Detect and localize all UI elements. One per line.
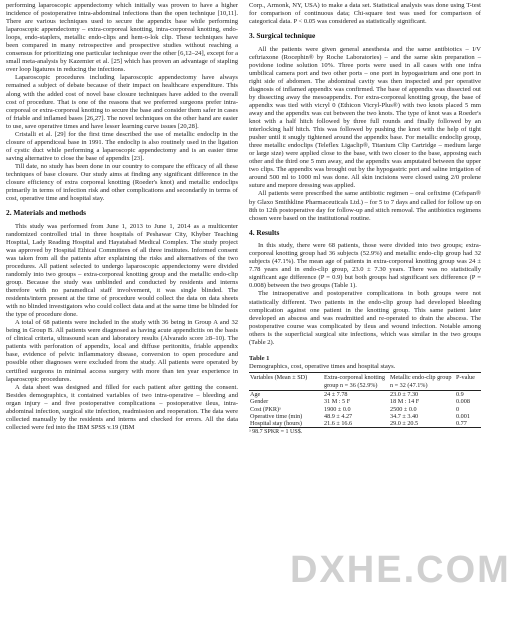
table-cell: 48.9 ± 4.27 [324, 412, 353, 420]
results-heading: 4. Results [249, 227, 280, 237]
table-row [249, 406, 481, 413]
table-cell: 21.6 ± 16.6 [324, 420, 353, 428]
table-cell: 24 ± 7.78 [324, 390, 348, 398]
table-cell: 0 [456, 405, 460, 413]
table-cell: 1900 ± 0.0 [324, 405, 351, 413]
results-paragraph-1: In this study, there were 68 patients, those were divided into two groups; extra-corporeal knotting group had 36 subjects (52.9%) and metallic endo-clip group had 32 subjects (47.1%). The mean age of patients in extra-corporeal knotting group was 24 ± 7.78 years and in endo-clip group, 23.0 ± 7.30 years. There was no statistically significant age difference (P = 0.9) but both groups had significant sex difference (P = 0.008) between the two groups (Table 1). [249, 242, 481, 290]
table-cell: 0.77 [456, 420, 467, 428]
table-cell: 18 M : 14 F [390, 398, 420, 406]
table-header-cell: Variables (Mean ± SD) [250, 374, 308, 382]
table-header-cell: Metallic endo-clip group n = 32 (47.1%) [390, 374, 452, 389]
technique-paragraph-1: All the patients were given general anesthesia and the same antibiotics – I/V ceftriaxone (Rocephin® by Roche Laboratories) – and the same skin preparation – povidone iodine solution 10%. Three ports were used in all cases with one infra umbilical camera port and two other ports – one port in hypogastrium and one port in right side of abdomen. The abdominal cavity was then inspected and per operative diagnosis of inflamed appendix was confirmed. The base of appendix was dissected out by dissecting away the mesoappendix. For extra-corporeal knotting group, the base of appendix was tied with vicryl 0 (Ethicon Vicryl-Plus®) with two knots placed 5 mm away and the appendix was cut between the two knots. The type of knot was a Roeder's knot with a half hitch followed by three full rounds and finally followed by an interlocking half hitch. This was followed by pushing the knot with the help of tight pusher until it snugly tightened around the appendix base. For metallic endoclip group, three metallic endoclips (Teleflex Ligaclip®, Titanium Clip Cartridge – medium large or large size) were applied close to the base, with two closer to the base, apposing each other and the third one 5 mm away, and the appendix was amputated between the upper two clips. The appendix was brought out by the hypogastric port and saline irrigation of around 500 ml to 1000 ml was done. All skin incisions were closed using 2/0 prolene suture and mepore dressing was applied. [249, 45, 481, 190]
methods-paragraph-3: A data sheet was designed and filled for each patient after getting the consent. Besides demographics, it contained variables of two intra-operative – bleeding and organ injury – and five postoperative complications – postoperative ileus, intra-abdominal infection, surgical site infection, readmission and reoperation. The data were collected manually by the residents and interns and checked for errors. All the data collected were fed into the IBM SPSS v.19 (IBM [6, 383, 238, 431]
methods-paragraph-1: This study was performed from June 1, 2013 to June 1, 2014 as a multicenter randomized controlled trial in three hospitals of Peshawar City, Khyber Teaching Hospital, Lady Reading Hospital and Hayatabad Medical Complex. The study project was approved by Hospital Ethical Committees of all three institutes. Informed consent was taken from all the patients after explaining the risks and alternatives of the two procedures. All patient selected to undergo laparoscopic appendectomy were divided randomly into two groups – extra-corporeal knotting group and the metallic endo-clip group. Because the study was unblinded and conducted by residents and interns therefore with no paramedical staff involvement, it was single blinded. The residents/intern present at the time of procedure would collect the data on data sheets with no blinded investigators who could collect data and at the same time be blinded for the type of procedure done. [6, 222, 238, 319]
table-cell: Hospital stay (hours) [250, 420, 302, 428]
table-1 [249, 355, 481, 437]
table-subtitle: Demographics, cost, operative times and hospital stays. [249, 362, 396, 370]
site-watermark: DXHE.COM [290, 549, 511, 591]
table-cell: Cost (PKR)ᵃ [250, 405, 281, 413]
technique-heading: 3. Surgical technique [249, 31, 316, 41]
intro-paragraph-1: performing laparoscopic appendectomy which initially was proven to have a higher incidence of postoperative intra-abdominal infections than the open technique [10,11]. There are various techniques used to secure the appendix base while performing laparoscopic appendectomy – extra-corporeal knotting, intra-corporeal knotting, endo-loops, endo-staplers, metallic endo-clips and hem-o-lok clip. These techniques have been compared in many retrospective and prospective studies without reaching a consensus for prioritizing one particular technique over the other [6,12–24], except for a small meta-analysis by Kazemier et al. [25] which has proven an advantage of stapling over loop ligatures in reducing the infections. [6, 2, 238, 74]
intro-paragraph-4: Till date, no study has been done in our country to compare the efficacy of all these techniques of base closure. Our study aims at finding any significant difference in the closure efficiency of extra corporeal knotting (Roeder's knot) and metallic endoclips primarily in terms of infection risk and other complications and secondarily in terms of cost, operative time and hospital stay. [6, 162, 238, 203]
table-header-cell: P-value [456, 374, 475, 382]
table-caption: Table 1 [249, 354, 270, 362]
table-cell: 23.0 ± 7.30 [390, 390, 419, 398]
table-cell: 2500 ± 0.0 [390, 405, 417, 413]
left-column [6, 2, 238, 432]
stats-paragraph: Corp., Armonk, NY, USA) to make a data set. Statistical analysis was done using T-test for comparison of continuous data; Chi-square test was used for comparison of categorical data. P < 0.05 was considered as statistically significant. [249, 2, 481, 26]
table-cell: 0.001 [456, 412, 470, 420]
table-cell: 29.0 ± 20.5 [390, 420, 419, 428]
table-cell: Gender [250, 398, 269, 406]
methods-paragraph-2: A total of 68 patients were included in the study with 36 being in Group A and 32 being in Group B. All patients were diagnosed as having acute appendicitis on the basis of clinical criteria, ultrasound scan and laboratory results (Alvarado score ≥8–10). The patients with perforation of appendix, local and diffuse peritonitis, friable appendix base, evidence of pelvic inflammatory disease, conversion to open procedure and possible other diagnoses were excluded from the study. All patients were operated by certified surgeons in minimal access surgery with more than ten year experience in laparoscopic procedures. [6, 319, 238, 383]
right-column [249, 2, 481, 436]
table-cell: Age [250, 390, 261, 398]
intro-paragraph-2: Laparoscopic procedures including laparoscopic appendectomy have always remained a subject of debate because of their impact on healthcare expenditure. This along with the added cost of novel base closure techniques have added to the overall cost of procedure. That is one of the reasons that we preferred surgeons prefer intra-corporeal or extra-corporeal knotting to secure the base and consider them safer in cases of friable and inflamed bases [26,27]. The novel techniques on the other hand are easier to use, save operative times and have lesser learning curve issues [20,28]. [6, 74, 238, 130]
results-paragraph-2: The intraoperative and postoperative complications in both groups were not statistically different. Two patients in the endo-clip group had developed bleeding complication against one patient in the knotting group. This same patient later developed an abscess and was readmitted and re-operated to drain the abscess. The postoperative course was complicated by ileus and wound infection. Notable among others is the superficial surgical site infections, which was similar in the two groups (Table 2). [249, 290, 481, 346]
table-row [249, 390, 481, 398]
methods-heading: 2. Materials and methods [6, 208, 87, 218]
table-header-cell: Extra-corporeal knotting group n = 36 (52.9%) [324, 374, 385, 389]
intro-paragraph-3: Cristalli et al. [29] for the first time described the use of metallic endoclip in the closure of appendiceal base in 1991. The endoclip is also routinely used in the ligation of cystic duct while performing a laparoscopic appendectomy and is an easier time saving alternative to close the base of appendix [23]. [6, 130, 238, 162]
technique-paragraph-2: All patients were prescribed the same antibiotic regimen – oral cefixime (Cefspan® by Glaxo Smithkline Pharmaceuticals Ltd.) – for 5 to 7 days and called for follow up on 8th to 12th postoperative day for follow-up and stitch removal. The antibiotics regimens chosen were based on the institutional routine. [249, 190, 481, 222]
table-footnote: ᵃ 98.7 SPKR = 1 US$. [249, 429, 303, 436]
table-cell: 34.7 ± 3.40 [390, 412, 419, 420]
table-row [249, 398, 481, 405]
table-cell: Operative time (min) [250, 412, 303, 420]
table-row [249, 413, 481, 420]
table-cell: 0.008 [456, 398, 470, 406]
table-cell: 31 M : 5 F [324, 398, 351, 406]
demographics-table [249, 372, 481, 428]
table-header-row [249, 373, 481, 391]
table-cell: 0.9 [456, 390, 464, 398]
table-row [249, 420, 481, 428]
